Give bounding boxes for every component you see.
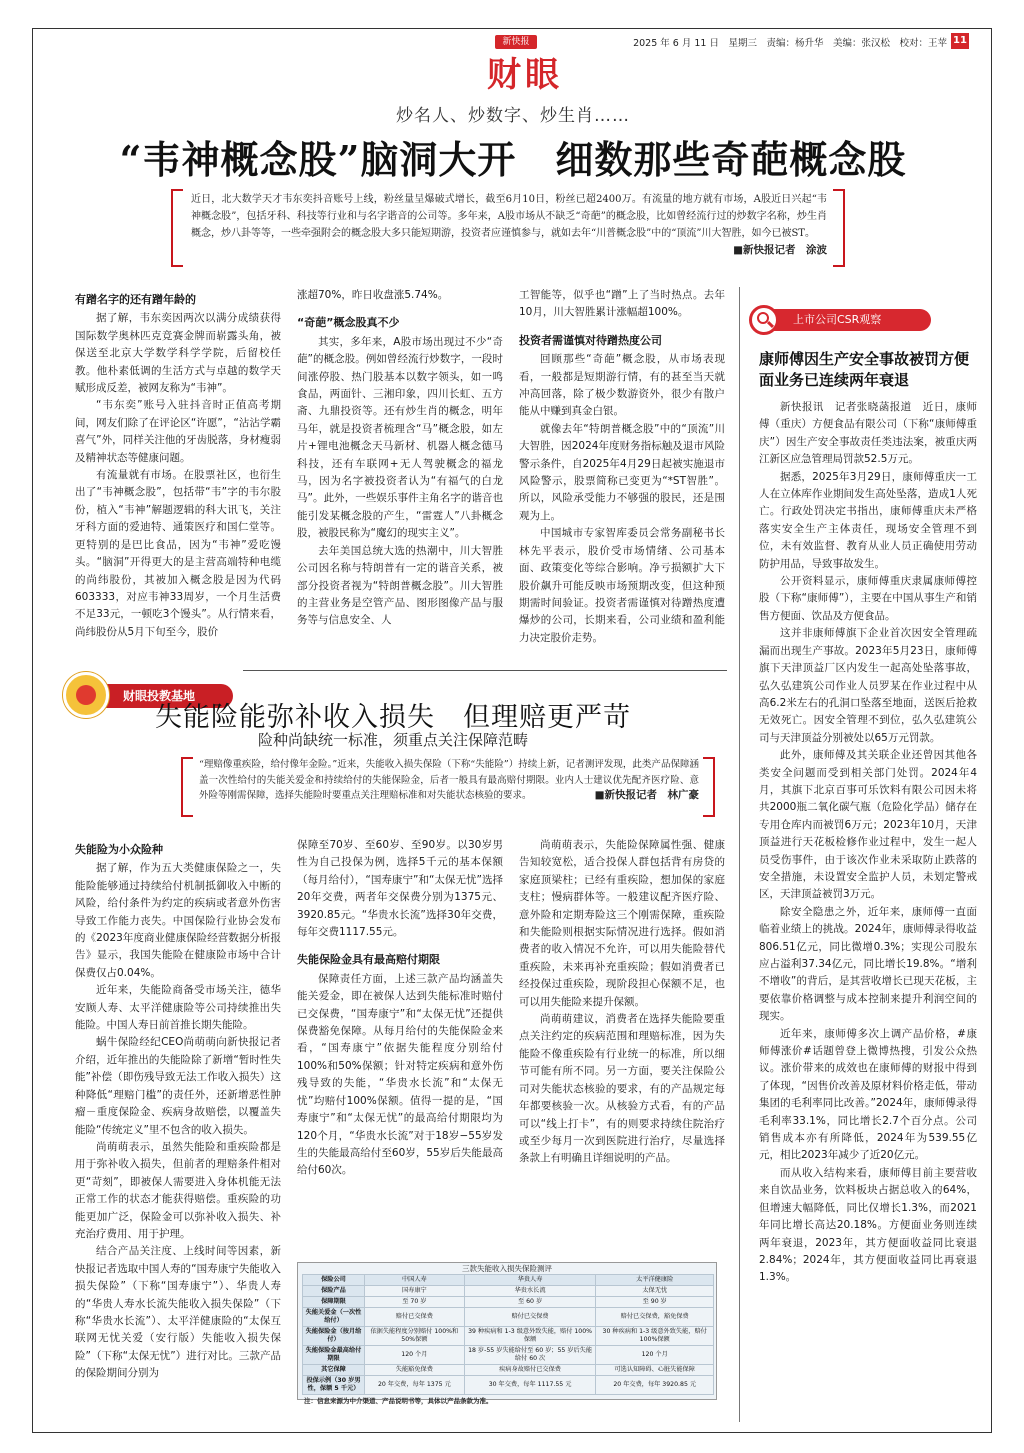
story2-headline: 失能险能弥补收入损失 但理赔更严苛 [155,702,631,733]
paragraph: 而从收入结构来看，康师傅目前主要营收来自饮品业务，饮料板块占据总收入的64%，但增速大幅降低，同比仅增长1.3%，而2021年同比增长高达20.18%。方便面业务则连续两年衰退，2023年，其方便面收益同比衰退2.84%；2024年，其方便面收益同比再衰退1.3%。 [759,1166,977,1284]
paragraph: 近年来，康师傅多次上调产品价格，#康师傅涨价#话题曾登上微博热搜，引发公众热议。涨价带来的成效也在康师傅的财报中得到了体现，“因售价改善及原材料价格走低，带动集团的毛利率同比改善。”2024年，康师傅录得毛利率33.1%，同比增长2.7个百分点。公司销售成本亦有所降低，2024年为539.55亿元，相比2023年减少了近20亿元。 [759,1027,977,1162]
table-header-cell: 太平洋健康险 [596,1275,714,1286]
paragraph: 尚萌萌表示，失能险保障属性强、健康告知较宽松，适合投保人群包括背有房贷的家庭顶梁柱；已经有重疾险，想加保的家庭支柱；慢病群体等。一般建议配齐医疗险、意外险和定期寿险这三个刚需保障，重疾险和失能险则根据实际情况进行选择。假如消费者的收入情况不允许，可以用失能险替代重疾险，未来再补充重疾险；假如消费者已经投保过重疾险，现阶段担心保额不足，也可以用失能险来提升保额。 [519,839,725,1008]
story1-col1-heading: 有蹭名字的还有蹭年龄的 [75,293,196,306]
paragraph: 中国城市专家智库委员会常务副秘书长林先平表示，股价受市场情绪、公司基本面、政策变化等综合影响。净亏损额扩大下股价飙升可能反映市场预期改变，但这种预期需时间验证。投资者需谨慎对待蹭热度遭爆炒的公司，长期来看，公司业绩和盈利能力决定股价走势。 [519,527,725,644]
newspaper-page [32,28,992,1433]
table-row [303,1376,714,1395]
story1-column-1 [75,287,281,669]
table-row-header: 其它保障 [303,1365,365,1376]
table-row-header: 保障期限 [303,1297,365,1308]
table-cell: 20 年交费，每年 3920.85 元 [596,1376,714,1395]
story2-column-3 [519,837,725,1257]
story1-column-3 [519,287,725,669]
table-cell: 至 90 岁 [596,1297,714,1308]
paragraph: 据悉，2025年3月29日，康师傅重庆一工人在立体库作业期间发生高处坠落，造成1人死亡。行政处罚决定书指出，康师傅重庆未严格落实安全生产主体责任，现场安全管理不到位，未有效监督、教育从业人员正确使用劳动防护用品，导致事故发生。 [759,470,977,570]
paragraph: 尚萌萌表示，虽然失能险和重疾险都是用于弥补收入损失，但前者的理赔条件相对更“苛刻”，即被保人需要进入身体机能无法正常工作的状态才能获得赔偿。重疾险的功能更加广泛，保险金可以弥补收入损失、补充治疗费用、用于护理。 [75,1140,281,1240]
story2-lead [199,757,699,804]
table-cell: 120 个月 [365,1346,465,1365]
story1-col3-heading: 投资者需谨慎对待蹭热度公司 [519,333,662,347]
table-row [303,1286,714,1297]
table-cell: 依据失能程度分别赔付 100%和 50%保额 [365,1327,465,1346]
table-cell: 至 60 岁 [464,1297,596,1308]
paragraph: 涨超70%，昨日收盘涨5.74%。 [297,289,449,301]
table-cell: 20 年交费，每年 1375 元 [365,1376,465,1395]
story1-col2-heading: “奇葩”概念股真不少 [297,316,400,330]
paragraph: 回顾那些“奇葩”概念股，从市场表现看，一般都是短期游行情，有的甚至当天就冲高回落，除了极少数游资外，很少有散户能从中赚到真金白银。 [519,353,725,418]
story2-subhead: 险种尚缺统一标准，须重点关注保障范畴 [257,731,528,749]
table-header-row [303,1275,714,1286]
story2-rule [243,670,727,671]
story1-byline: ■新快报记者 涂波 [733,244,827,256]
table-cell: 华贵水长流 [464,1286,596,1297]
lead2-bracket-right [703,757,715,817]
paragraph: 据了解，作为五大类健康保险之一，失能险能够通过持续给付机制抵御收入中断的风险，给付条件为约定的疾病或者意外伤害导致工作能力丧失。中国保险行业协会发布的《2023年度商业健康保险经营数据分析报告》显示，我国失能险在健康险市场中合计保费仅占0.04%。 [75,862,281,979]
table-cell: 30 年交费，每年 1117.55 元 [464,1376,596,1395]
paragraph: 公开资料显示，康师傅重庆隶属康师傅控股（下称“康师傅”），主要在中国从事生产和销售方便面、饮品及方便食品。 [759,575,977,622]
paragraph: 保障至70岁、至60岁、至90岁。以30岁男性为自己投保为例，选择5千元的基本保额（每月给付），“国寿康宁”和“太保无忧”选择20年交费，两者年交保费分别为1375元、3920.85元。“华贵水长流”选择30年交费，每年交费1117.55元。 [297,839,503,939]
table-row-header: 失能保险金最高给付期限 [303,1346,365,1365]
paragraph: 尚萌萌建议，消费者在选择失能险要重点关注约定的疾病范围和理赔标准，因为失能险不像重疾险有行业统一的标准，所以细节可能有所不同。另一方面，要关注保险公司对失能状态核验的要求，有的产品规定每年都要核验一次。从核验方式看，有的产品可以“线上打卡”，有的则要求持续住院治疗或至少每月一次到医院进行治疗，尽量选择条款上有明确且详细说明的产品。 [519,1013,725,1165]
table-row [303,1346,714,1365]
table-row-header: 失能保险金（按月给付） [303,1327,365,1346]
table-cell: 太保无忧 [596,1286,714,1297]
story1-headline: “韦神概念股”脑洞大开 细数那些奇葩概念股 [119,137,907,182]
story2-lead-text: “理赔像重疾险，给付像年金险。”近来，失能收入损失保险（下称“失能险”）持续上新，记者测评发现，此类产品保障涵盖一次性给付的失能关爱金和持续给付的失能保险金，后者一般具有最高赔付期限。业内人士建议优先配齐医疗险、意外险等刚需保障，选择失能险时要重点关注理赔标准和对失能状态核验的要求。 [199,759,699,801]
table-cell: 18 岁-55 岁失能给付至 60 岁；55 岁后失能给付 60 次 [464,1346,596,1365]
section-name: 财眼 [487,55,563,95]
paragraph: 工智能等，似乎也“蹭”上了当时热点。去年10月，川大智胜累计涨幅超100%。 [519,289,725,319]
paragraph: 结合产品关注度、上线时间等因素，新快报记者选取中国人寿的“国寿康宁失能收入损失保险”（下称“国寿康宁”）、华贵人寿的“华贵人寿水长流失能收入损失保险”（下称“华贵水长流”）、太平洋健康险的“太保互联网无忧关爱（安行版）失能收入损失保险”（下称“太保无忧”）进行对比。三款产品的保险期间分别为 [75,1245,281,1380]
story1-column-2 [297,287,503,669]
table-row-header: 失能关爱金（一次性给付） [303,1308,365,1327]
table-cell: 赔付已交保费 [464,1308,596,1327]
table-cell: 国寿康宁 [365,1286,465,1297]
story1-kicker: 炒名人、炒数字、炒生肖…… [396,106,630,126]
table-header-cell: 华贵人寿 [464,1275,596,1286]
sidebar-body [759,399,977,1424]
paragraph: 去年美国总统大选的热潮中，川大智胜公司因名称与特朗普有一定的谐音关系，被部分投资者视为“特朗普概念股”。川大智胜的主营业务是空管产品、图形图像产品与服务等与信息安全、人 [297,544,503,627]
paragraph: 近年来，失能险商备受市场关注，德华安顾人寿、太平洋健康险等公司持续推出失能险。中国人寿日前首推长期失能险。 [75,984,281,1032]
table-row [303,1297,714,1308]
lead2-bracket-left [181,757,193,817]
paragraph: 其实，多年来，A股市场出现过不少“奇葩”的概念股。例如曾经流行炒数字，一段时间涨停股、热门股基本以数字领头，如一鸣食品，两面针、三湘印象，四川长虹、五方斋、九鼎投资等。还有炒生肖的概念，明年马年，就是投资者梳理含“马”概念股，如左片+锂电池概念天马新材、机器人概念德马科技，还有车联网+无人驾驶概念的福龙马，因为名字被投资者认为“有福气的白龙马”。此外，一些娱乐事件主角名字的谐音也能引发某概念股的产生，“雷霆人”八卦概念股，被股民称为“魔幻的现实主义”。 [297,335,503,540]
lead-bracket-right [833,189,845,267]
table-cell: 120 个月 [596,1346,714,1365]
paragraph: 就像去年“特朗普概念股”中的“顶流”川大智胜，因2024年度财务指标触及退市风险警示条件，自2025年4月29日起被实施退市风险警示，股票简称已变更为“*ST智胜”。所以，风险承受能力不够强的股民，还是围观为上。 [519,422,725,522]
table-header-cell: 中国人寿 [365,1275,465,1286]
table-cell: 赔付已交保费，豁免保费 [596,1308,714,1327]
table-cell: 失能豁免保费 [365,1365,465,1376]
story2-col1-heading: 失能险为小众险种 [75,843,163,856]
paragraph: 据了解，韦东奕因两次以满分成绩获得国际数学奥林匹克竞赛金牌而崭露头角，被保送至北京大学数学科学学院，后留校任教。他朴素低调的生活方式与卓越的数学天赋形成反差，被网友称为“韦神”。 [75,312,281,395]
table-title: 三款失能收入损失保险测评 [462,1264,552,1273]
table-cell: 可选认知障碍、心脏失能保障 [596,1365,714,1376]
paragraph: “韦东奕”账号入驻抖音时正值高考期间，网友们除了在评论区“许愿”，“沾沾学霸喜气”外，同样关注他的牙齿脱落，身材瘦弱及精神状态等健康问题。 [75,399,281,464]
paragraph: 有流量就有市场。在股票社区，也衍生出了“韦神概念股”，包括带“韦”字的韦尔股份，植入“韦神”解题逻辑的科大讯飞，关注牙科方面的爱迪特、通策医疗和国仁堂等。更特别的是巴比食品，因为“韦神”爱吃馒头。“脑洞”开得更大的是主营高端特种电缆的尚纬股份，其被加入概念股是因为代码603333，对应韦神33周岁，一个月生活费不足33元，一顿吃3个馒头”。从行情来看，尚纬股份从5月下旬至今，股价 [75,469,281,638]
paragraph: 新快报讯 记者张晓菡报道 近日，康师傅（重庆）方便食品有限公司（下称“康师傅重庆”）因生产安全事故责任类违法案，被重庆两江新区应急管理局罚款52.5万元。 [759,401,977,466]
story2-byline: ■新快报记者 林广豪 [594,789,699,801]
paragraph: 除安全隐患之外，近年来，康师傅一直面临着业绩上的挑战。2024年，康师傅录得收益806.51亿元，同比微增0.3%；实现公司股东应占溢利37.34亿元，同比增长19.8%。“增利不增收”的背后，是其营收增长已现天花板，主要依靠价格调整与成本控制来提升利润空间的现实。 [759,905,977,1023]
lead-bracket-left [171,189,183,267]
table-row-header: 保险产品 [303,1286,365,1297]
table-note: 注：信息来源为中介渠道、产品说明书等，具体以产品条款为准。 [304,1397,493,1405]
page-number: 11 [951,33,969,49]
story1-lead [191,191,827,259]
story2-column-1 [75,837,281,1429]
table-grid [302,1274,714,1395]
story2-section-tag: 财眼投教基地 [83,684,233,708]
table-row-header: 投保示例（30 岁男性，保额 5 千元） [303,1376,365,1395]
table-cell: 疾病身故赔付已交保费 [464,1365,596,1376]
comparison-table [297,1262,717,1405]
page-meta: 2025 年 6 月 11 日 星期三 责编：杨升华 美编：张汉松 校对：王苹 [633,38,947,49]
coin-icon-center [76,685,96,705]
sidebar-title: 康师傅因生产安全事故被罚方便面业务已连续两年衰退 [759,350,970,389]
csr-tag: 上市公司CSR观察 [755,309,931,331]
paragraph: 此外，康师傅及其关联企业还曾因其他各类安全问题而受到相关部门处罚。2024年4月，其旗下北京百事可乐饮料有限公司因未将共2000瓶二氧化碳气瓶（危险化学品）储存在专用仓库内而被罚6万元；2023年10月，天津顶益进行天花板检修作业过程中，发生一起人员受伤事件，由于该次作业未采取防止跌落的安全措施，未设置安全监护人员，未划定警戒区，天津顶益被罚3万元。 [759,749,977,901]
table-row [303,1308,714,1327]
table-cell: 赔付已交保费 [365,1308,465,1327]
sidebar-divider [739,287,740,1422]
paragraph: 蜗牛保险经纪CEO尚萌萌向新快报记者介绍，近年推出的失能险除了新增“暂时性失能”补偿（即伤残导致无法工作收入损失）这种降低“理赔门槛”的责任外，还新增恶性肿瘤－重度保险金、疾病身故赔偿，以覆盖失能险“传统定义”里不包含的收入损失。 [75,1036,281,1136]
paragraph: 保障责任方面，上述三款产品均涵盖失能关爱金，即在被保人达到失能标准时赔付已交保费，“国寿康宁”和“太保无忧”还提供保费豁免保障。从每月给付的失能保险金来看，“国寿康宁”依据失能程度分别给付100%和50%保额；针对特定疾病和意外伤残导致的失能，“华贵水长流”和“太保无忧”均赔付100%保额。值得一提的是，“国寿康宁”和“太保无忧”的最高给付期限均为120个月，“华贵水长流”对于18岁−55岁发生的失能最高给付至60岁，55岁后失能最高给付60次。 [297,972,503,1177]
section-tag: 新快报 [495,35,537,49]
paragraph: 这并非康师傅旗下企业首次因安全管理疏漏而出现生产事故。2023年5月23日，康师傅旗下天津顶益厂区内发生一起高处坠落事故，弘久弘建筑公司作业人员罗某在作业过程中从高6.2米左右的孔洞口坠落至地面，送医后抢救无效死亡。因安全管理不到位，弘久弘建筑公司与天津顶益分别被处以65万元罚款。 [759,627,977,744]
table-cell: 至 70 岁 [365,1297,465,1308]
table-cell: 39 种疾病和 1-3 级意外致失能，赔付 100%保额 [464,1327,596,1346]
table-header-cell: 保险公司 [303,1275,365,1286]
story2-column-2 [297,837,503,1257]
story2-col2-heading: 失能保险金具有最高赔付期限 [297,953,440,967]
table-row [303,1327,714,1346]
table-cell: 30 种疾病和 1-3 级意外致失能，赔付 100%保额 [596,1327,714,1346]
table-row [303,1365,714,1376]
story1-lead-text: 近日，北大数学天才韦东奕抖音账号上线，粉丝量呈爆破式增长，截至6月10日，粉丝已超2400万。有流量的地方就有市场，A股近日兴起“韦神概念股”，包括牙科、科技等行业和与名字谐音的公司等。多年来，A股市场从不缺乏“奇葩”的概念股，比如曾经流行过的炒数字名称，炒生肖概念，炒八卦等等，一些牵强附会的概念股大多只能短期游，投资者应谨慎参与，就如去年“川普概念股”中的“顶流”川大智胜，如今已被ST。 [191,194,827,239]
